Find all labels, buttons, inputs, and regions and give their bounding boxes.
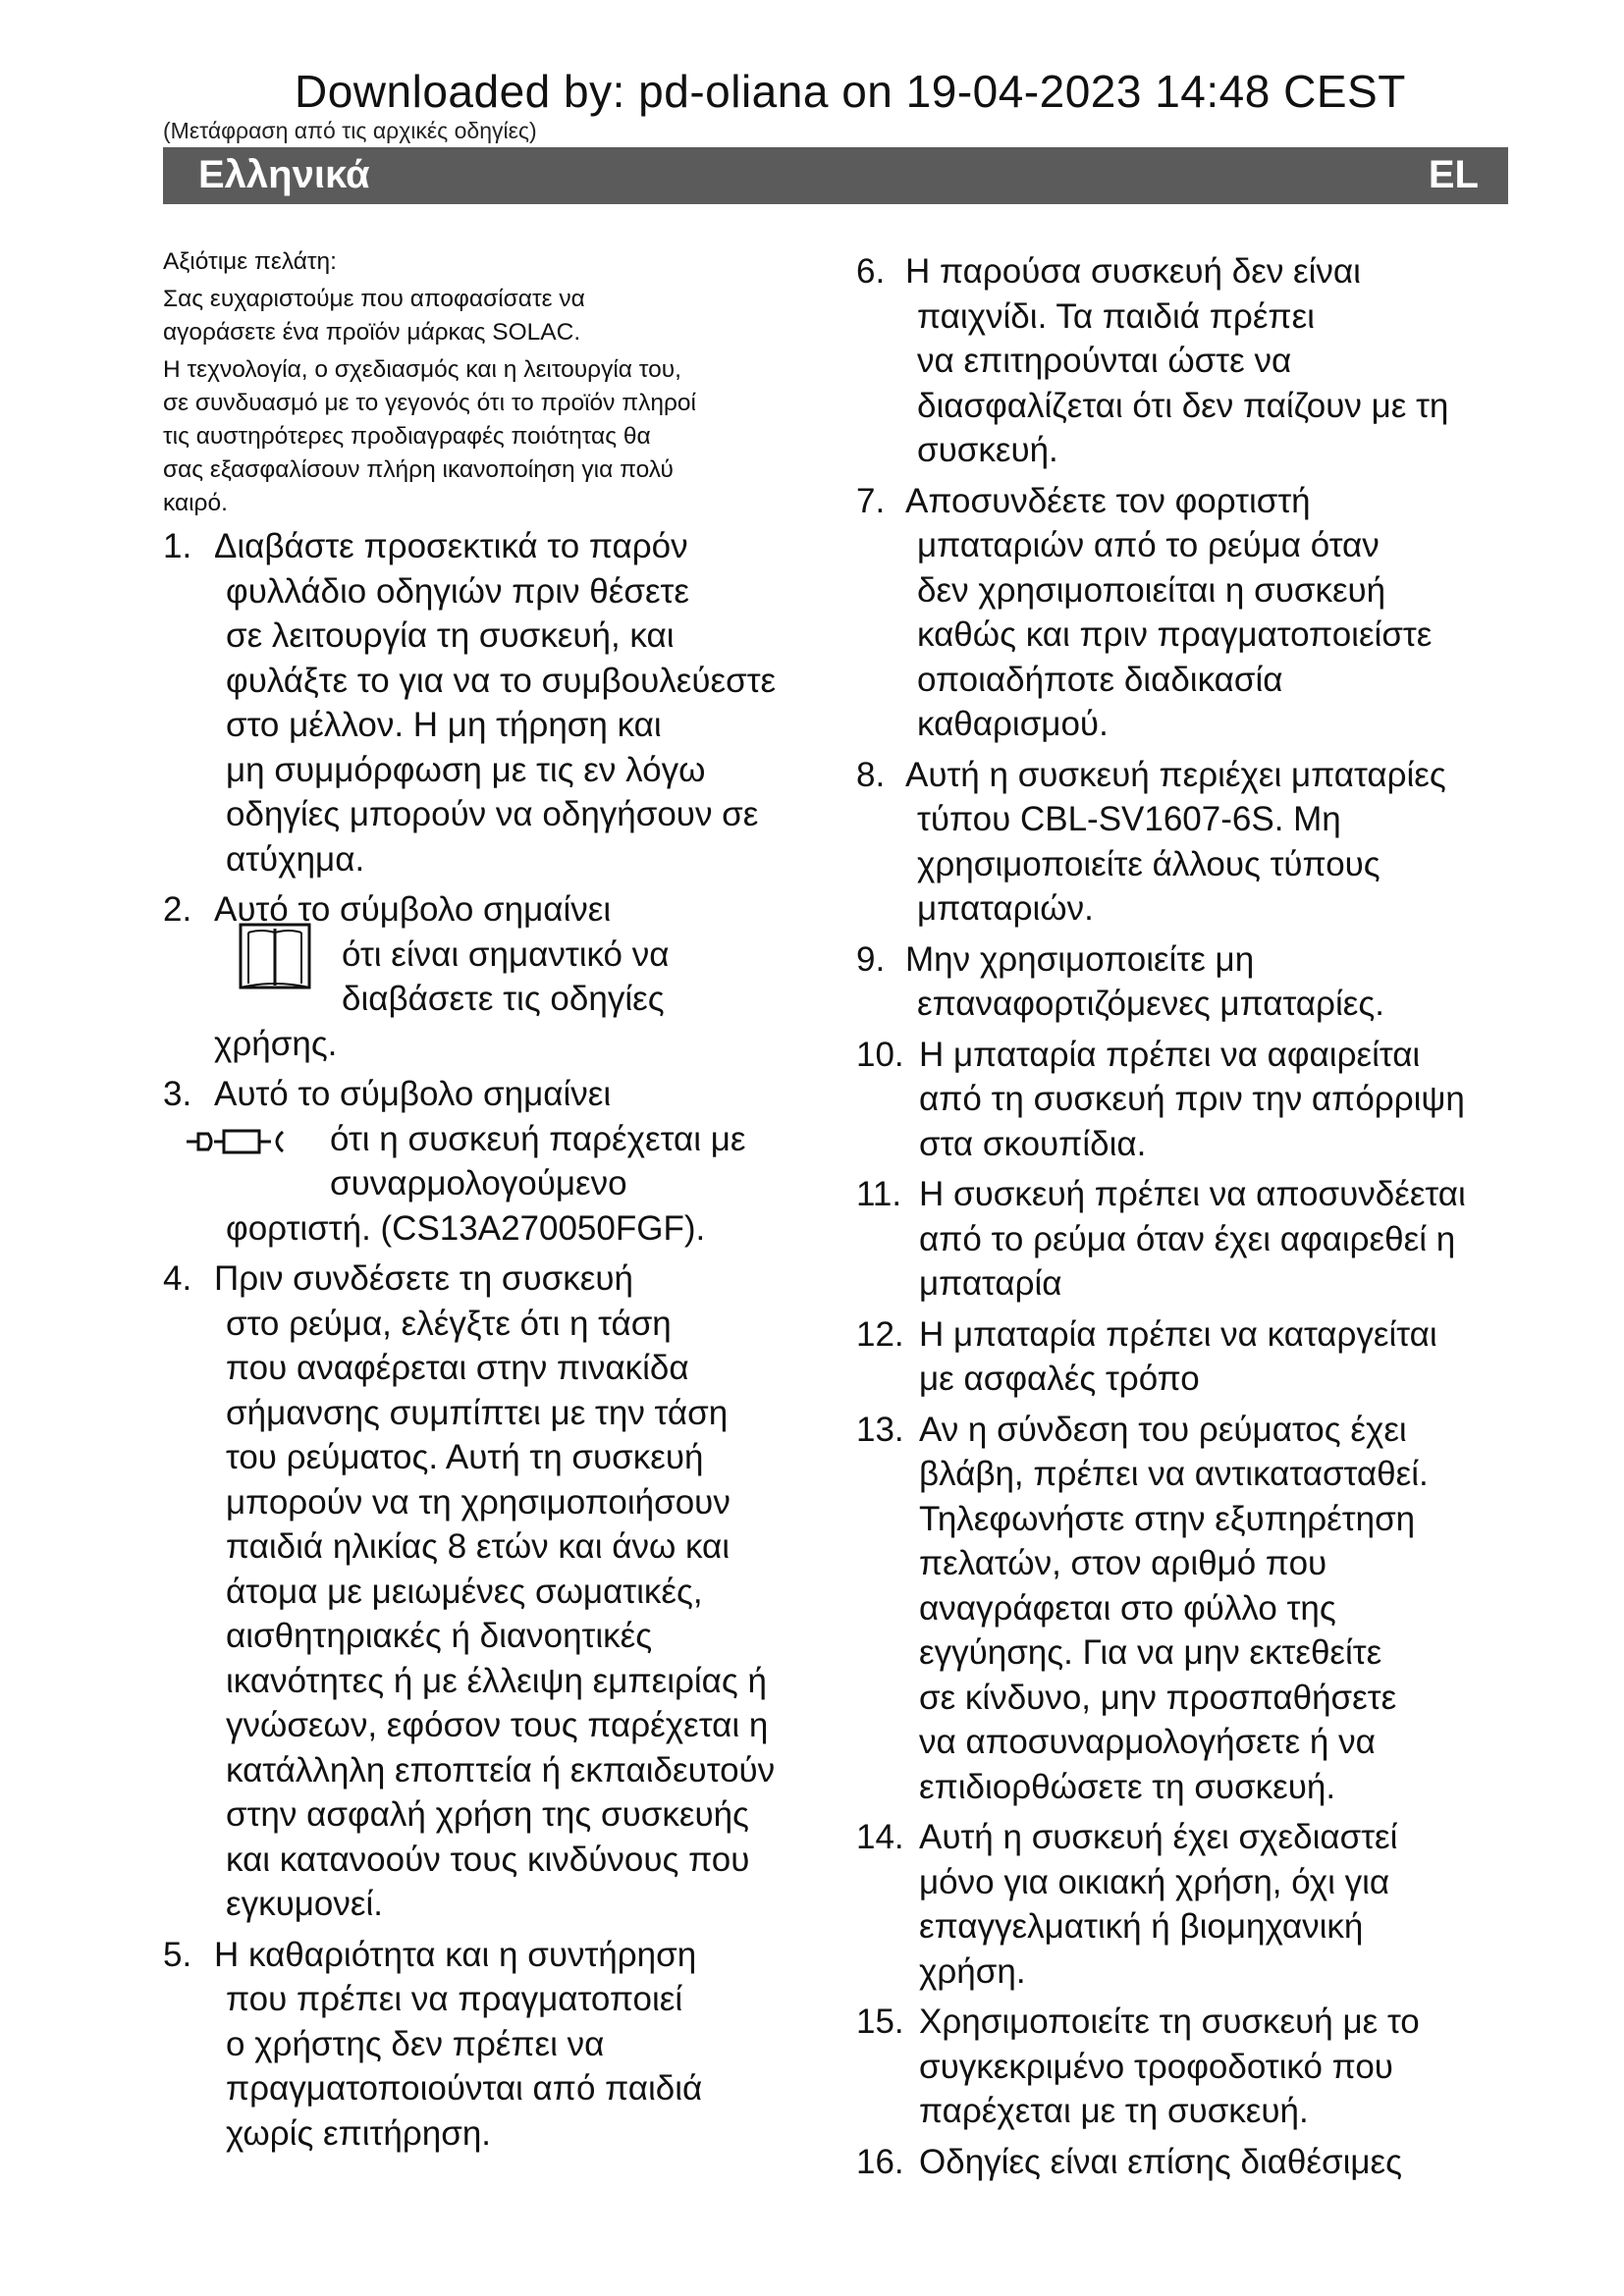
item-line: μπαταριών. [917, 889, 1094, 928]
item-line: ο χρήστης δεν πρέπει να [226, 2024, 605, 2063]
item-number: 16. [856, 2142, 904, 2181]
item-line: Η μπαταρία πρέπει να αφαιρείται [919, 1035, 1421, 1074]
item-line: από τη συσκευή πριν την απόρριψη [919, 1080, 1465, 1118]
item-line: πελατών, στον αριθμό που [919, 1544, 1327, 1582]
instruction-item-9 [856, 937, 1524, 1027]
item-line: και κατανοούν τους κινδύνους που [226, 1840, 750, 1879]
item-line: παρέχεται με τη συσκευή. [919, 2092, 1309, 2130]
item-line: επαναφορτιζόμενες μπαταρίες. [917, 985, 1384, 1023]
item-line: γνώσεων, εφόσον τους παρέχεται η [226, 1706, 769, 1744]
item-number: 15. [856, 2002, 904, 2041]
intro-paragraph-1 [163, 283, 831, 349]
item-line: από το ρεύμα όταν έχει αφαιρεθεί η [919, 1219, 1456, 1258]
item-line: ικανότητες ή με έλλειψη εμπειρίας ή [226, 1661, 767, 1700]
item-line: Τηλεφωνήστε στην εξυπηρέτηση [919, 1499, 1416, 1538]
item-line: του ρεύματος. Αυτή τη συσκευή [226, 1438, 704, 1476]
item-line: χρήσης. [214, 1024, 338, 1063]
item-line: να αποσυναρμολογήσετε ή να [919, 1723, 1376, 1761]
language-code: EL [1428, 153, 1479, 196]
instruction-item-15 [856, 2000, 1524, 2134]
item-line: αναγράφεται στο φύλλο της [919, 1588, 1336, 1628]
item-line: τύπου CBL-SV1607-6S. Μη [917, 800, 1341, 838]
item-line: μπαταρία [919, 1264, 1062, 1303]
item-number: 1. [163, 527, 192, 565]
item-number: 4. [163, 1259, 192, 1298]
item-line: ατύχημα. [226, 839, 365, 879]
removable-charger-icon [185, 1127, 295, 1156]
instruction-item-1 [163, 524, 831, 881]
item-line: Πριν συνδέσετε τη συσκευή [214, 1259, 633, 1298]
item-line: αισθητηριακές ή διανοητικές [226, 1617, 653, 1655]
item-line: φορτιστή. (CS13A270050FGF). [226, 1208, 706, 1248]
intro-line: τις αυστηρότερες προδιαγραφές ποιότητας θα [163, 423, 651, 450]
item-line: συσκευή. [917, 431, 1058, 469]
item-line: Αποσυνδέετε τον φορτιστή [905, 481, 1311, 520]
intro-line: σε συνδυασμό με το γεγονός ότι το προϊόν πληροί [163, 390, 696, 416]
item-line: στην ασφαλή χρήση της συσκευής [226, 1795, 749, 1834]
item-line: μπαταριών από το ρεύμα όταν [917, 526, 1380, 564]
item-number: 6. [856, 252, 886, 291]
item-number: 12. [856, 1314, 904, 1354]
instruction-item-5 [163, 1933, 831, 2157]
right-column [856, 249, 1524, 2190]
item-line: διαβάσετε τις οδηγίες [342, 980, 665, 1018]
intro-line: Σας ευχαριστούμε που αποφασίσατε να [163, 286, 585, 312]
item-line: βλάβη, πρέπει να αντικατασταθεί. [919, 1455, 1429, 1493]
item-line: να επιτηρούνται ώστε να [917, 342, 1292, 380]
read-instructions-book-icon [238, 921, 312, 993]
item-line: διασφαλίζεται ότι δεν παίζουν με τη [917, 386, 1449, 425]
intro-line: Η τεχνολογία, ο σχεδιασμός και η λειτουργία του, [163, 356, 681, 383]
intro [163, 245, 831, 520]
item-line: Η καθαριότητα και η συντήρηση [214, 1935, 697, 1974]
instruction-item-4 [163, 1256, 831, 1927]
item-line: Αυτή η συσκευή έχει σχεδιαστεί [919, 1818, 1398, 1856]
item-line: με ασφαλές τρόπο [919, 1360, 1200, 1398]
item-line: χρησιμοποιείτε άλλους τύπους [917, 844, 1380, 883]
item-line: μόνο για οικιακή χρήση, όχι για [919, 1862, 1390, 1901]
item-line: Αν η σύνδεση του ρεύματος έχει [919, 1410, 1407, 1449]
greeting: Αξιότιμε πελάτη: [163, 248, 337, 275]
item-number: 13. [856, 1410, 904, 1449]
item-line: Οδηγίες είναι επίσης διαθέσιμες [919, 2142, 1403, 2181]
item-number: 3. [163, 1075, 192, 1113]
item-line: καθώς και πριν πραγματοποιείστε [917, 615, 1433, 654]
item-number: 10. [856, 1035, 904, 1074]
instruction-item-8 [856, 753, 1524, 932]
item-line: φυλλάδιο οδηγιών πριν θέσετε [226, 571, 689, 611]
item-line: πραγματοποιούνται από παιδιά [226, 2069, 703, 2108]
item-number: 11. [856, 1175, 902, 1213]
item-number: 5. [163, 1935, 192, 1974]
instruction-item-14 [856, 1815, 1524, 1994]
item-line: Αυτή η συσκευή περιέχει μπαταρίες [905, 755, 1446, 794]
instruction-item-2 [163, 887, 831, 1066]
language-title: Ελληνικά [198, 153, 370, 196]
item-line: μπορούν να τη χρησιμοποιήσουν [226, 1482, 731, 1522]
item-line: Η συσκευή πρέπει να αποσυνδέεται [919, 1175, 1466, 1213]
item-line: στο μέλλον. Η μη τήρηση και [226, 706, 662, 744]
item-line: Αυτό το σύμβολο σημαίνει [214, 1075, 612, 1113]
item-line: επαγγελματική ή βιομηχανική [919, 1907, 1364, 1946]
item-line: Αυτό το σύμβολο σημαίνει [214, 890, 612, 929]
item-line: φυλάξτε το για να το συμβουλεύεστε [226, 661, 777, 700]
item-line: καθαρισμού. [917, 705, 1109, 743]
item-line: παιχνίδι. Τα παιδιά πρέπει [917, 296, 1315, 336]
item-number: 7. [856, 481, 886, 520]
instruction-item-7 [856, 479, 1524, 747]
item-number: 9. [856, 939, 886, 979]
left-column [163, 245, 831, 2162]
translation-note: (Μετάφραση από τις αρχικές οδηγίες) [163, 118, 537, 143]
instruction-item-6 [856, 249, 1524, 473]
item-line: κατάλληλη εποπτεία ή εκπαιδευτούν [226, 1750, 776, 1789]
item-line: δεν χρησιμοποιείται η συσκευή [917, 570, 1386, 610]
item-number: 8. [856, 755, 886, 794]
item-line: άτομα με μειωμένες σωματικές, [226, 1572, 703, 1611]
instruction-item-16 [856, 2140, 1524, 2185]
item-line: σε λειτουργία τη συσκευή, και [226, 616, 675, 655]
item-number: 14. [856, 1818, 904, 1856]
language-header-bar [163, 147, 1508, 204]
instruction-item-3 [163, 1072, 831, 1251]
item-line: χωρίς επιτήρηση. [226, 2113, 492, 2153]
item-line: που αναφέρεται στην πινακίδα [226, 1349, 689, 1387]
download-stamp: Downloaded by: pd-oliana on 19-04-2023 14:48 CEST [295, 66, 1406, 117]
intro-line: καιρό. [163, 490, 228, 516]
item-line: στα σκουπίδια. [919, 1124, 1147, 1163]
item-line: οποιαδήποτε διαδικασία [917, 660, 1283, 699]
instruction-item-12 [856, 1312, 1524, 1402]
instruction-item-10 [856, 1033, 1524, 1167]
item-line: χρήση. [919, 1951, 1026, 1991]
item-line: Μην χρησιμοποιείτε μη [905, 939, 1255, 979]
item-line: παιδιά ηλικίας 8 ετών και άνω και [226, 1527, 731, 1566]
item-line: Χρησιμοποιείτε τη συσκευή με το [919, 2002, 1420, 2041]
item-line: Η παρούσα συσκευή δεν είναι [905, 252, 1361, 291]
item-line: Διαβάστε προσεκτικά το παρόν [214, 527, 688, 565]
item-line: συγκεκριμένο τροφοδοτικό που [919, 2047, 1393, 2086]
item-line: εγγύησης. Για να μην εκτεθείτε [919, 1633, 1382, 1672]
item-line: ότι είναι σημαντικό να [342, 934, 670, 974]
item-line: σήμανσης συμπίπτει με την τάση [226, 1393, 729, 1432]
item-line: συναρμολογούμενο [330, 1164, 627, 1202]
item-line: εγκυμονεί. [226, 1885, 383, 1923]
item-line: επιδιορθώσετε τη συσκευή. [919, 1767, 1336, 1806]
item-line: στο ρεύμα, ελέγξτε ότι η τάση [226, 1304, 672, 1343]
item-line: ότι η συσκευή παρέχεται με [330, 1119, 746, 1158]
item-line: οδηγίες μπορούν να οδηγήσουν σε [226, 795, 759, 833]
item-line: Η μπαταρία πρέπει να καταργείται [919, 1314, 1437, 1354]
item-number: 2. [163, 890, 192, 929]
item-line: που πρέπει να πραγματοποιεί [226, 1980, 683, 2018]
item-line: μη συμμόρφωση με τις εν λόγω [226, 750, 706, 789]
instruction-item-11 [856, 1172, 1524, 1307]
intro-paragraph-2 [163, 353, 831, 520]
instruction-item-13 [856, 1408, 1524, 1810]
intro-line: αγοράσετε ένα προϊόν μάρκας SOLAC. [163, 319, 581, 346]
item-line: σε κίνδυνο, μην προσπαθήσετε [919, 1678, 1397, 1717]
intro-line: σας εξασφαλίσουν πλήρη ικανοποίηση για πολύ [163, 456, 674, 483]
